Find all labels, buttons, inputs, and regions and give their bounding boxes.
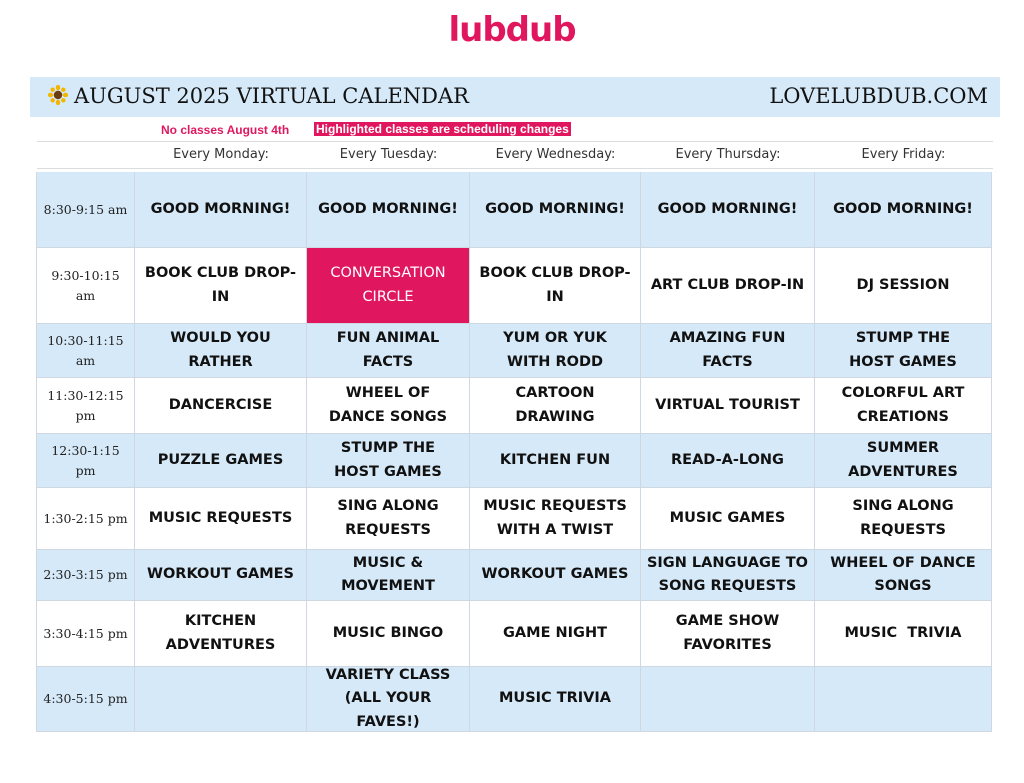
class-cell: READ-A-LONG: [641, 434, 815, 488]
class-cell-empty: [641, 667, 815, 732]
day-header-monday: Every Monday:: [173, 147, 269, 162]
time-slot: 10:30-11:15 am: [36, 324, 135, 378]
class-cell: DJ SESSION: [815, 248, 992, 324]
class-cell-highlighted: CONVERSATION CIRCLE: [307, 248, 470, 324]
class-cell: MUSIC TRIVIA: [815, 601, 992, 667]
class-cell: MUSIC REQUESTS: [135, 488, 307, 550]
time-slot: 4:30-5:15 pm: [36, 667, 135, 732]
time-slot: 8:30-9:15 am: [36, 172, 135, 248]
lubdub-logo: lubdub: [448, 10, 576, 50]
sunflower-icon: [48, 85, 68, 105]
class-cell: STUMP THE HOST GAMES: [815, 324, 992, 378]
no-classes-note: No classes August 4th: [161, 123, 290, 137]
day-header-friday: Every Friday:: [861, 147, 946, 162]
class-cell: GOOD MORNING!: [135, 172, 307, 248]
class-cell: DANCERCISE: [135, 378, 307, 434]
class-cell: KITCHEN FUN: [470, 434, 641, 488]
class-cell: WOULD YOU RATHER: [135, 324, 307, 378]
class-cell: WORKOUT GAMES: [135, 550, 307, 601]
class-cell: YUM OR YUK WITH RODD: [470, 324, 641, 378]
class-cell-empty: [815, 667, 992, 732]
class-cell: WORKOUT GAMES: [470, 550, 641, 601]
day-header-wednesday: Every Wednesday:: [495, 147, 616, 162]
class-cell: FUN ANIMAL FACTS: [307, 324, 470, 378]
class-cell: GOOD MORNING!: [307, 172, 470, 248]
day-header-tuesday: Every Tuesday:: [339, 147, 438, 162]
class-cell: ART CLUB DROP-IN: [641, 248, 815, 324]
class-cell: MUSIC & MOVEMENT: [307, 550, 470, 601]
class-cell: BOOK CLUB DROP-IN: [470, 248, 641, 324]
class-cell: WHEEL OF DANCE SONGS: [307, 378, 470, 434]
class-cell: PUZZLE GAMES: [135, 434, 307, 488]
class-cell: WHEEL OF DANCE SONGS: [815, 550, 992, 601]
time-slot: 12:30-1:15 pm: [36, 434, 135, 488]
class-cell: AMAZING FUN FACTS: [641, 324, 815, 378]
class-cell: SIGN LANGUAGE TO SONG REQUESTS: [641, 550, 815, 601]
class-cell-empty: [135, 667, 307, 732]
time-slot: 2:30-3:15 pm: [36, 550, 135, 601]
calendar-title-bar: [30, 77, 1000, 117]
class-cell: MUSIC TRIVIA: [470, 667, 641, 732]
time-slot: 1:30-2:15 pm: [36, 488, 135, 550]
class-cell: VARIETY CLASS (ALL YOUR FAVES!): [307, 667, 470, 732]
class-cell: KITCHEN ADVENTURES: [135, 601, 307, 667]
class-cell: CARTOON DRAWING: [470, 378, 641, 434]
class-cell: MUSIC BINGO: [307, 601, 470, 667]
divider: [37, 141, 993, 142]
class-cell: GAME NIGHT: [470, 601, 641, 667]
class-cell: GOOD MORNING!: [815, 172, 992, 248]
highlight-note: Highlighted classes are scheduling changes: [316, 122, 569, 136]
time-slot: 11:30-12:15 pm: [36, 378, 135, 434]
class-cell: VIRTUAL TOURIST: [641, 378, 815, 434]
class-cell: SING ALONG REQUESTS: [815, 488, 992, 550]
class-cell: GAME SHOW FAVORITES: [641, 601, 815, 667]
class-cell: SING ALONG REQUESTS: [307, 488, 470, 550]
schedule-grid: [36, 172, 992, 732]
class-cell: STUMP THE HOST GAMES: [307, 434, 470, 488]
class-cell: GOOD MORNING!: [470, 172, 641, 248]
class-cell: BOOK CLUB DROP-IN: [135, 248, 307, 324]
class-cell: SUMMER ADVENTURES: [815, 434, 992, 488]
time-slot: 9:30-10:15 am: [36, 248, 135, 324]
website-name: LOVELUBDUB.COM: [769, 84, 988, 108]
class-cell: MUSIC GAMES: [641, 488, 815, 550]
class-cell: MUSIC REQUESTS WITH A TWIST: [470, 488, 641, 550]
class-cell: GOOD MORNING!: [641, 172, 815, 248]
calendar-title: AUGUST 2025 VIRTUAL CALENDAR: [74, 84, 469, 108]
time-slot: 3:30-4:15 pm: [36, 601, 135, 667]
day-header-thursday: Every Thursday:: [675, 147, 781, 162]
divider: [37, 168, 993, 169]
class-cell: COLORFUL ART CREATIONS: [815, 378, 992, 434]
